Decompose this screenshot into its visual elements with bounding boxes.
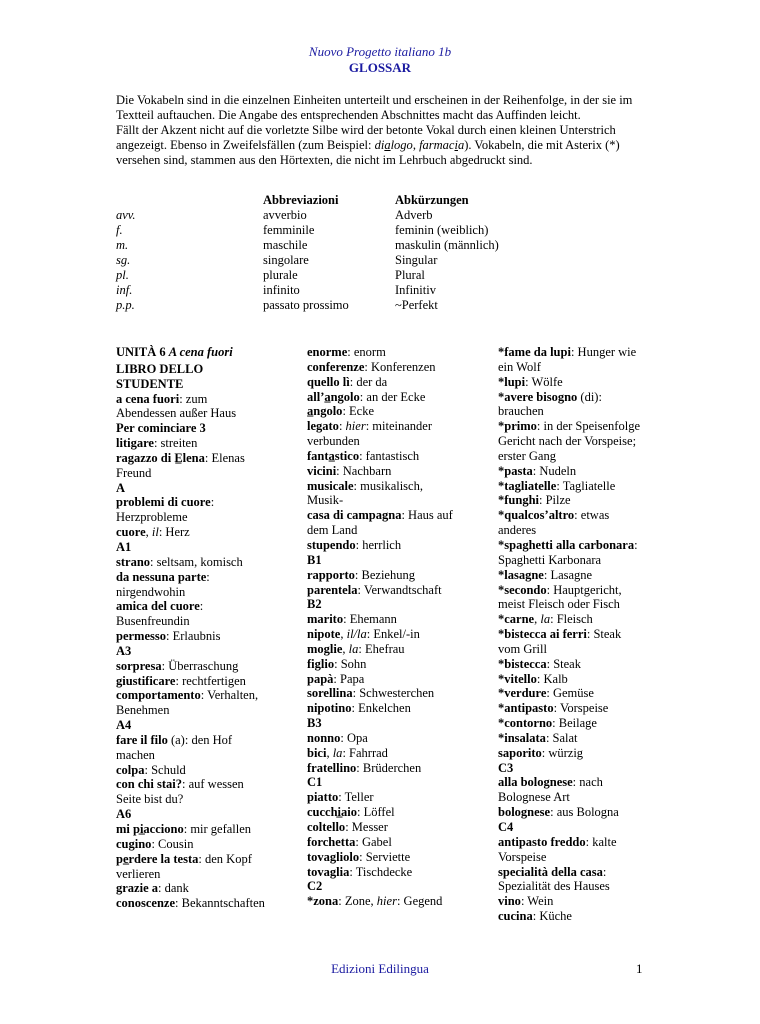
glossary-entry: papà: Papa <box>307 671 365 686</box>
glossary-entry: casa di campagna: Haus auf dem Land <box>307 508 453 538</box>
glossary-entry: tovaglia: Tischdecke <box>307 864 413 879</box>
glossary-entry: *bistecca: Steak <box>498 656 581 671</box>
glossary-entry: mi pi̲acciono: mir gefallen <box>116 822 252 836</box>
glossary-entry: *qualcos’altro: etwas anderes <box>498 508 610 538</box>
glossary-entry: a cena fuori: zum Abendessen außer Haus <box>116 391 237 421</box>
glossary-entry: *insalata: Salat <box>498 730 578 745</box>
doc-subtitle: GLOSSAR <box>348 60 412 75</box>
glossary-entry: a̲ngolo: Ecke <box>307 404 375 419</box>
glossary-entry: cucina: Küche <box>498 909 572 924</box>
glossary-entry: *pasta: Nudeln <box>498 463 577 478</box>
glossary-entry: nonno: Opa <box>307 730 368 745</box>
abbreviation-row: inf. infinito Infinitiv <box>116 283 436 297</box>
glossary-entry: *zona: Zone, hier: Gegend <box>307 894 443 909</box>
glossary-entry: *fame da lupi: Hunger wie ein Wolf <box>498 345 637 374</box>
glossary-entry: conferenze: Konferenzen <box>307 359 436 374</box>
section-heading: LIBRO DELLO STUDENTE <box>116 361 204 391</box>
abbreviation-row: m. maschile maskulin (männlich) <box>116 238 499 252</box>
glossary-entry: cugino: Cousin <box>116 836 194 851</box>
section-heading: B2 <box>307 597 322 612</box>
glossary-entry: rapporto: Beziehung <box>307 567 415 582</box>
glossary-entry: saporito: würzig <box>498 745 584 760</box>
section-heading: C3 <box>498 760 514 775</box>
section-heading: C4 <box>498 820 514 834</box>
glossary-entry: comportamento: Verhalten, Benehmen <box>116 688 259 718</box>
glossary-entry: marito: Ehemann <box>307 612 397 627</box>
glossary-entry: sorpresa: Überraschung <box>116 658 239 673</box>
glossary-entry: parentela: Verwandtschaft <box>307 582 442 597</box>
intro-paragraph-2: Fällt der Akzent nicht auf die vorletzte Silbe wird der betonte Vokal durch einen kleinen Unterstrich angezeigt. Ebenso in Zweifelsfällen (zum Beispiel: dialogo, farmacia). Vokabeln, die mit Asterix (*) versehen sind, stammen aus den Hörtexten, die nicht im Lehrbuch abgedruckt sind. <box>116 123 620 167</box>
header-italian: Abbreviazioni <box>263 193 339 207</box>
glossary-column-2 <box>307 345 455 909</box>
abbreviation-header <box>116 193 555 208</box>
section-heading: B1 <box>307 552 322 567</box>
glossary-entry: strano: seltsam, komisch <box>116 554 243 569</box>
glossary-entry: *bistecca ai ferri: Steak vom Grill <box>498 627 622 656</box>
glossary-entry: grazie a: dank <box>116 881 189 896</box>
header-german: Abkürzungen <box>395 193 469 207</box>
abbreviation-row: f. femminile feminin (weiblich) <box>116 223 489 237</box>
glossary-entry: *tagliatelle: Tagliatelle <box>498 478 616 493</box>
glossary-entry: amica del cuore: Busenfreundin <box>116 599 204 629</box>
glossary-entry: coltello: Messer <box>307 820 388 834</box>
glossary-entry: specialità della casa: Spezialität des Hauses <box>498 864 610 894</box>
glossary-entry: da nessuna parte: nirgendwohin <box>116 569 210 599</box>
section-heading: A4 <box>116 718 132 733</box>
glossary-column-3 <box>498 345 646 924</box>
glossary-entry: vino: Wein <box>498 894 554 909</box>
glossary-entry: legato: hier: miteinander verbunden <box>307 419 432 449</box>
glossary-entry: *antipasto: Vorspeise <box>498 701 609 716</box>
glossary-entry: *verdure: Gemüse <box>498 686 594 701</box>
glossary-entry: *vitello: Kalb <box>498 671 568 686</box>
glossary-entry: fare il filo (a): den Hof machen <box>116 732 233 762</box>
section-heading: A <box>116 480 126 495</box>
footer-publisher: Edizioni Edilingua <box>331 961 429 976</box>
glossary-entry: vicini: Nachbarn <box>307 463 392 478</box>
glossary-entry: enorme: enorm <box>307 345 386 359</box>
glossary-entry: problemi di cuore: Herzprobleme <box>116 495 215 525</box>
glossary-entry: figlio: Sohn <box>307 656 367 671</box>
section-heading: C1 <box>307 775 323 790</box>
section-heading: B3 <box>307 716 322 731</box>
glossary-entry: nipote, il/la: Enkel/-in <box>307 627 420 642</box>
glossary-entry: moglie, la: Ehefrau <box>307 641 405 656</box>
glossary-entry: colpa: Schuld <box>116 762 186 777</box>
glossary-entry: *carne, la: Fleisch <box>498 612 593 627</box>
glossary-entry: fratellino: Brüderchen <box>307 760 422 775</box>
section-heading: Per cominciare 3 <box>116 421 206 436</box>
glossary-entry: giustificare: rechtfertigen <box>116 673 246 688</box>
unit-heading: UNITÀ 6 A cena fuori <box>116 345 233 359</box>
glossary-entry: quello lì: der da <box>307 374 388 389</box>
glossary-entry: permesso: Erlaubnis <box>116 629 221 644</box>
glossary-column-1 <box>116 345 266 911</box>
glossary-entry: *avere bisogno (di): brauchen <box>498 389 602 419</box>
glossary-entry: pe̲rdere la testa: den Kopf verlieren <box>116 851 252 881</box>
doc-title: Nuovo Progetto italiano 1b <box>308 44 452 59</box>
glossary-entry: *lupi: Wölfe <box>498 374 563 389</box>
glossary-entry: *secondo: Hauptgericht, meist Fleisch oder Fisch <box>498 582 622 612</box>
section-heading: A1 <box>116 539 132 554</box>
glossary-entry: piatto: Teller <box>307 790 374 805</box>
glossary-entry: nipotino: Enkelchen <box>307 701 411 716</box>
section-heading: C2 <box>307 879 323 894</box>
abbreviation-row: sg. singolare Singular <box>116 253 438 267</box>
glossary-entry: all’a̲ngolo: an der Ecke <box>307 389 426 404</box>
glossary-entry: *funghi: Pilze <box>498 493 571 508</box>
glossary-entry: forchetta: Gabel <box>307 834 392 849</box>
glossary-entry: sorellina: Schwesterchen <box>307 686 435 701</box>
abbreviation-row: pl. plurale Plural <box>116 268 425 282</box>
glossary-entry: alla bolognese: nach Bolognese Art <box>498 775 603 805</box>
glossary-entry: musicale: musikalisch, Musik- <box>307 478 423 508</box>
abbreviation-table <box>116 193 555 313</box>
glossary-entry: bolognese: aus Bologna <box>498 805 619 820</box>
abbreviation-row: p.p. passato prossimo ~Perfekt <box>116 298 438 312</box>
glossary-entry: tovagliolo: Serviette <box>307 849 411 864</box>
glossary-entry: fanta̲stico: fantastisch <box>307 448 420 463</box>
section-heading: A3 <box>116 643 132 658</box>
glossary-entry: *primo: in der Speisenfolge Gericht nach der Vorspeise; erster Gang <box>498 419 640 463</box>
glossary-entry: antipasto freddo: kalte Vorspeise <box>498 834 617 864</box>
glossary-entry: conoscenze: Bekanntschaften <box>116 896 265 911</box>
glossary-entry: litigare: streiten <box>116 436 198 451</box>
glossary-entry: *contorno: Beilage <box>498 716 597 731</box>
glossary-entry: stupendo: herrlich <box>307 537 402 552</box>
glossary-entry: ragazzo di E̲lena: Elenas Freund <box>116 450 245 480</box>
glossary-entry: bici, la: Fahrrad <box>307 745 388 760</box>
section-heading: A6 <box>116 807 132 822</box>
glossary-entry: cucchi̲aio: Löffel <box>307 805 395 820</box>
intro-text <box>116 93 651 168</box>
abbreviation-row: avv. avverbio Adverb <box>116 208 433 222</box>
glossary-entry: con chi stai?: auf wessen Seite bist du? <box>116 777 244 807</box>
page-number: 1 <box>636 961 643 976</box>
intro-paragraph-1: Die Vokabeln sind in die einzelnen Einheiten unterteilt und erscheinen in der Reihenfolge, in der sie im Textteil auftauchen. Die Angabe des entsprechenden Abschnittes macht das Auffinden leicht. <box>116 93 633 122</box>
glossary-entry: *spaghetti alla carbonara: Spaghetti Karbonara <box>498 537 638 567</box>
glossary-entry: *lasagne: Lasagne <box>498 567 593 582</box>
glossary-entry: cuore, il: Herz <box>116 525 190 540</box>
